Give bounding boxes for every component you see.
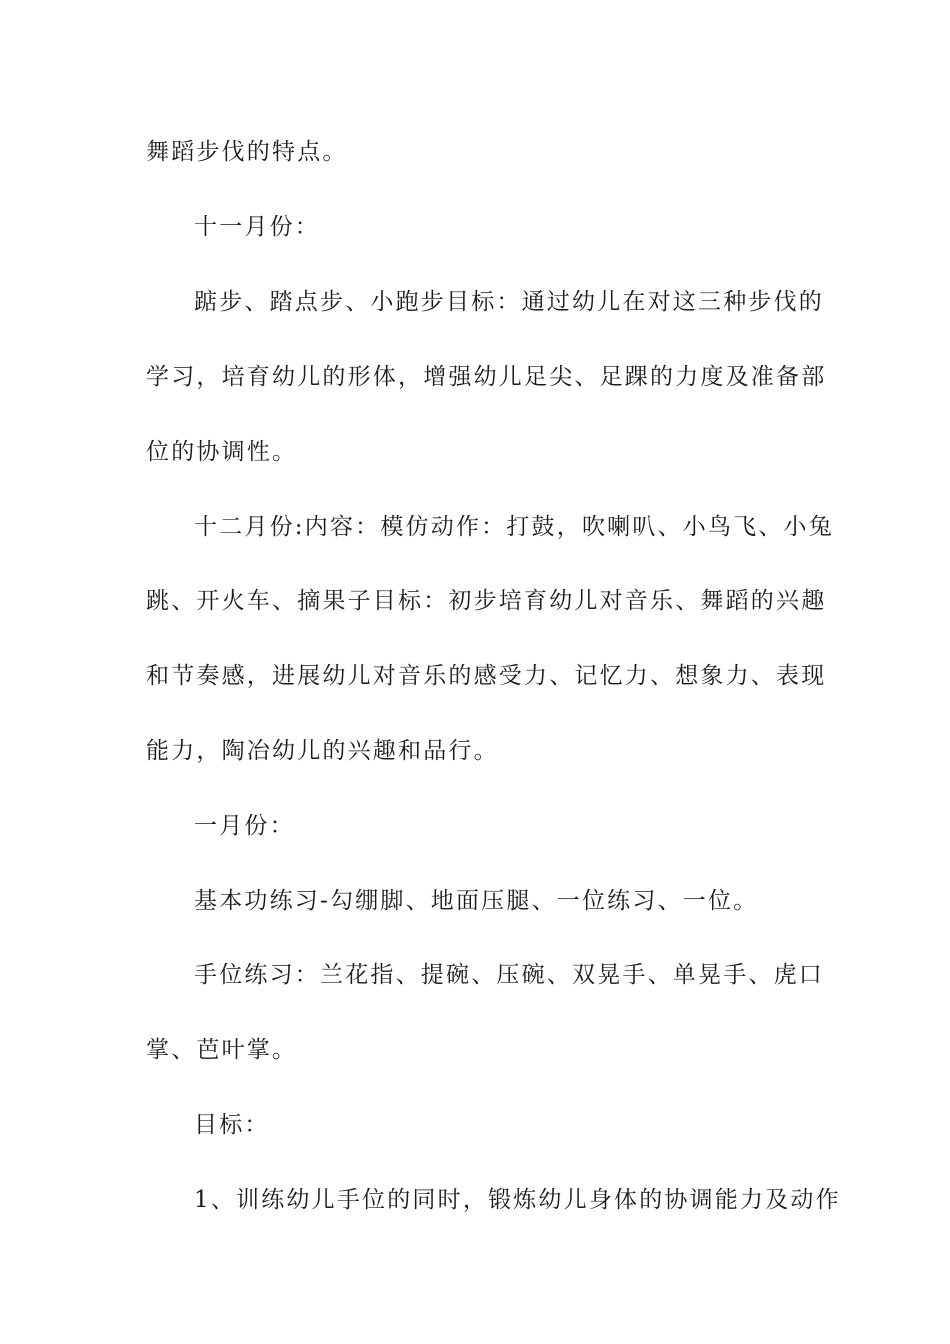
text-line: 十二月份:内容：模仿动作：打鼓，吹喇叭、小鸟飞、小兔	[194, 514, 834, 540]
text-line: 能力，陶冶幼儿的兴趣和品行。	[146, 738, 499, 764]
text-line: 掌、芭叶掌。	[146, 1037, 298, 1063]
text-line: 和节奏感，进展幼儿对音乐的感受力、记忆力、想象力、表现	[146, 663, 827, 689]
text-line: 一月份：	[194, 813, 295, 839]
text-line: 跳、开火车、摘果子目标：初步培育幼儿对音乐、舞蹈的兴趣	[146, 588, 827, 614]
text-line: 1、训练幼儿手位的同时，锻炼幼儿身体的协调能力及动作	[194, 1187, 841, 1213]
text-line: 手位练习：兰花指、提碗、压碗、双晃手、单晃手、虎口	[194, 962, 824, 988]
text-line: 学习，培育幼儿的形体，增强幼儿足尖、足踝的力度及准备部	[146, 364, 827, 390]
text-line: 基本功练习-勾绷脚、地面压腿、一位练习、一位。	[194, 888, 759, 914]
text-line: 目标：	[194, 1112, 270, 1138]
text-line: 舞蹈步伐的特点。	[146, 139, 348, 165]
text-line: 位的协调性。	[146, 439, 298, 465]
text-line: 十一月份：	[194, 214, 320, 240]
text-line: 踮步、踏点步、小跑步目标：通过幼儿在对这三种步伐的	[194, 289, 824, 315]
